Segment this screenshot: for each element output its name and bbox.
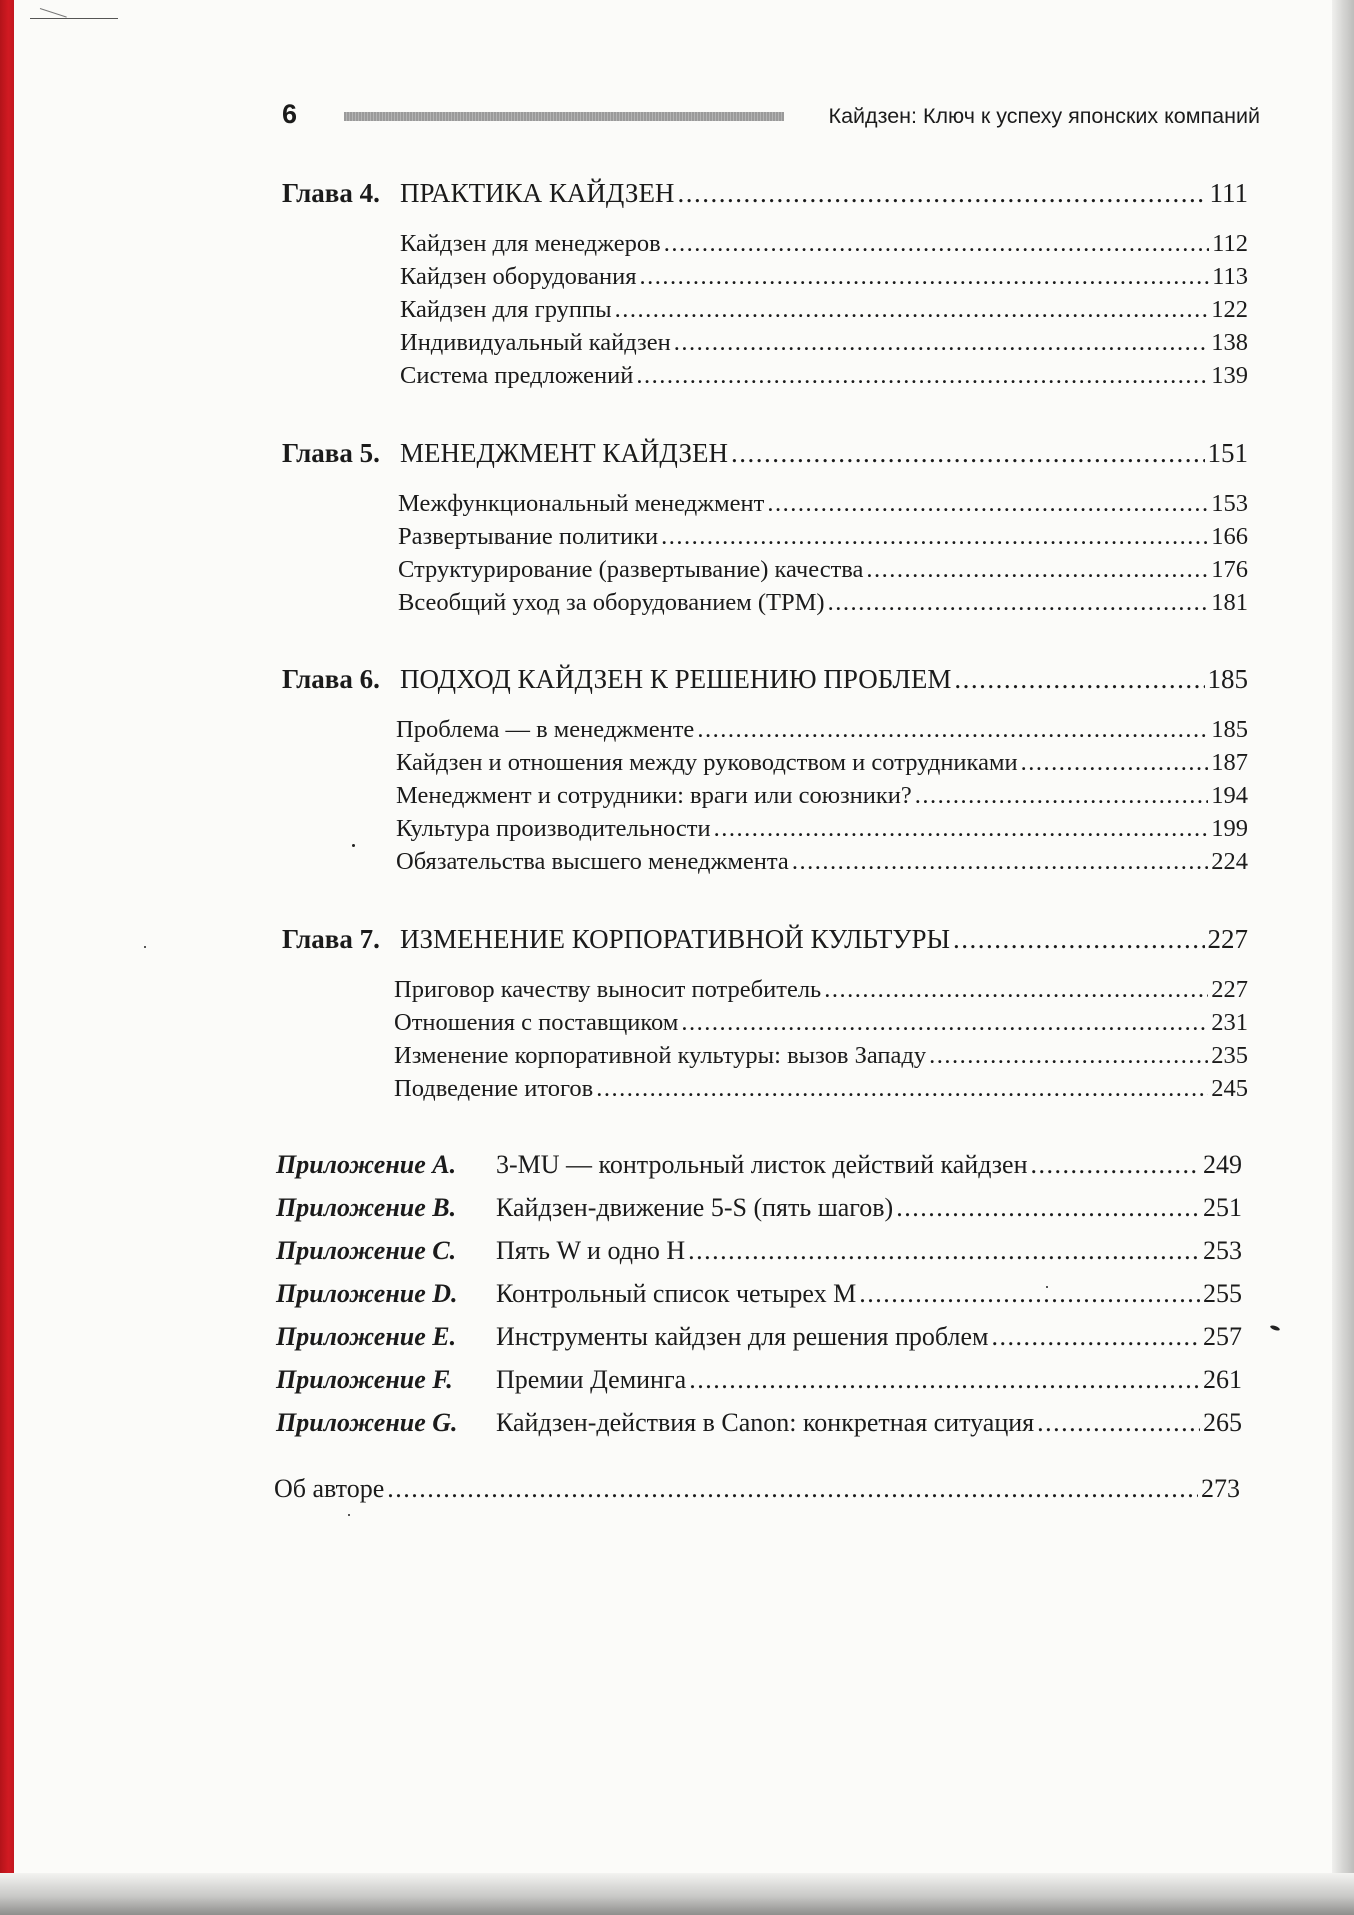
section-title: Развертывание политики	[398, 523, 659, 550]
scan-shadow-right	[1332, 0, 1354, 1915]
chapter-title: МЕНЕДЖМЕНТ КАЙДЗЕН	[400, 438, 728, 468]
section-page: 181	[1211, 589, 1248, 616]
red-cover-edge	[0, 0, 14, 1915]
toc-section	[398, 490, 1248, 518]
appendix-title: Кайдзен-движение 5-S (пять шагов)	[496, 1193, 894, 1222]
section-page: 224	[1211, 848, 1248, 875]
toc-section	[400, 362, 1248, 390]
scan-speck	[1270, 1324, 1281, 1331]
dot-leader	[731, 438, 1205, 469]
appendix-title: Пять W и одно H	[496, 1236, 686, 1265]
section-page: 199	[1211, 815, 1248, 842]
toc-section	[400, 263, 1248, 291]
section-title: Отношения с поставщиком	[394, 1009, 679, 1036]
dot-leader	[1030, 1150, 1200, 1180]
toc-appendix	[276, 1193, 1242, 1223]
dot-leader	[639, 263, 1209, 291]
toc-section	[394, 1042, 1248, 1070]
section-page: 231	[1211, 1009, 1248, 1036]
dot-leader	[991, 1322, 1200, 1352]
toc-section	[398, 556, 1248, 584]
appendix-label: Приложение C.	[276, 1236, 457, 1265]
chapter-label: Глава 6.	[282, 664, 380, 694]
dot-leader	[674, 329, 1209, 357]
section-title: Кайдзен для менеджеров	[400, 230, 661, 257]
appendix-page: 265	[1203, 1408, 1242, 1437]
toc-appendix	[276, 1322, 1242, 1352]
section-page: 166	[1211, 523, 1248, 550]
section-title: Обязательства высшего менеджмента	[396, 848, 789, 875]
section-title: Менеджмент и сотрудники: враги или союзники?	[396, 782, 912, 809]
toc-chapter	[282, 924, 1248, 955]
section-page: 187	[1211, 749, 1248, 776]
dot-leader	[859, 1279, 1200, 1309]
appendix-page: 251	[1203, 1193, 1242, 1222]
toc-appendix	[276, 1279, 1242, 1309]
scan-speck	[348, 1514, 350, 1516]
dot-leader	[636, 362, 1208, 390]
dot-leader	[828, 589, 1209, 617]
chapter-title: ПОДХОД КАЙДЗЕН К РЕШЕНИЮ ПРОБЛЕМ	[400, 664, 952, 694]
section-title: Кайдзен для группы	[400, 296, 612, 323]
dot-leader	[689, 1365, 1200, 1395]
dot-leader	[866, 556, 1208, 584]
section-title: Проблема — в менеджменте	[396, 716, 695, 743]
section-title: Структурирование (развертывание) качества	[398, 556, 864, 583]
section-title: Межфункциональный менеджмент	[398, 490, 765, 517]
dot-leader	[387, 1474, 1198, 1504]
section-page: 138	[1211, 329, 1248, 356]
toc-appendix	[276, 1365, 1242, 1395]
toc-chapter	[282, 438, 1248, 469]
dot-leader	[953, 924, 1204, 955]
section-title: Кайдзен и отношения между руководством и сотрудниками	[396, 749, 1018, 776]
appendix-label: Приложение A.	[276, 1150, 457, 1179]
toc-section	[396, 749, 1248, 777]
section-page: 139	[1211, 362, 1248, 389]
dot-leader	[596, 1075, 1208, 1103]
section-page: 227	[1211, 976, 1248, 1003]
appendix-title: Инструменты кайдзен для решения проблем	[496, 1322, 989, 1351]
toc-chapter	[282, 178, 1248, 209]
toc-appendix	[276, 1408, 1242, 1438]
about-title: Об авторе	[274, 1474, 385, 1503]
corner-mark	[30, 18, 118, 19]
dot-leader	[824, 976, 1208, 1004]
appendix-label: Приложение D.	[276, 1279, 458, 1308]
toc-section	[396, 848, 1248, 876]
section-page: 122	[1211, 296, 1248, 323]
toc-appendix	[276, 1150, 1242, 1180]
toc-about-author	[274, 1474, 1240, 1504]
toc-section	[396, 716, 1248, 744]
section-page: 245	[1211, 1075, 1248, 1102]
corner-mark	[40, 8, 67, 18]
appendix-label: Приложение B.	[276, 1193, 457, 1222]
appendix-page: 249	[1203, 1150, 1242, 1179]
section-title: Всеобщий уход за оборудованием (TPM)	[398, 589, 825, 616]
dot-leader	[1037, 1408, 1200, 1438]
appendix-label: Приложение G.	[276, 1408, 458, 1437]
toc-section	[394, 1075, 1248, 1103]
about-page: 273	[1201, 1474, 1240, 1503]
section-title: Индивидуальный кайдзен	[400, 329, 671, 356]
section-page: 153	[1211, 490, 1248, 517]
section-page: 113	[1212, 263, 1248, 290]
dot-leader	[661, 523, 1208, 551]
scan-shadow-bottom	[0, 1873, 1354, 1915]
chapter-page: 227	[1207, 924, 1248, 954]
dot-leader	[896, 1193, 1200, 1223]
dot-leader	[688, 1236, 1200, 1266]
section-title: Система предложений	[400, 362, 634, 389]
section-title: Подведение итогов	[394, 1075, 594, 1102]
dot-leader	[697, 716, 1208, 744]
dot-leader	[767, 490, 1208, 518]
chapter-title: ИЗМЕНЕНИЕ КОРПОРАТИВНОЙ КУЛЬТУРЫ	[400, 924, 951, 954]
book-title: Кайдзен: Ключ к успеху японских компаний	[828, 104, 1260, 128]
dot-leader	[615, 296, 1209, 324]
page-number: 6	[282, 99, 298, 129]
dot-leader	[681, 1009, 1208, 1037]
section-page: 235	[1211, 1042, 1248, 1069]
appendix-title: 3-MU — контрольный листок действий кайдзен	[496, 1150, 1028, 1179]
section-title: Культура производительности	[396, 815, 711, 842]
appendix-title: Контрольный список четырех M	[496, 1279, 857, 1308]
section-page: 185	[1211, 716, 1248, 743]
dot-leader	[929, 1042, 1208, 1070]
toc-section	[400, 296, 1248, 324]
section-page: 194	[1211, 782, 1248, 809]
appendix-page: 253	[1203, 1236, 1242, 1265]
chapter-page: 185	[1207, 664, 1248, 694]
dot-leader	[664, 230, 1209, 258]
running-head	[282, 98, 1260, 138]
section-page: 176	[1211, 556, 1248, 583]
appendix-page: 261	[1203, 1365, 1242, 1394]
section-title: Кайдзен оборудования	[400, 263, 637, 290]
appendix-title: Премии Деминга	[496, 1365, 687, 1394]
scan-speck	[144, 946, 146, 948]
appendix-label: Приложение F.	[276, 1365, 453, 1394]
toc-section	[394, 1009, 1248, 1037]
section-title: Изменение корпоративной культуры: вызов Западу	[394, 1042, 927, 1069]
toc-appendix	[276, 1236, 1242, 1266]
appendix-label: Приложение E.	[276, 1322, 457, 1351]
section-page: 112	[1212, 230, 1248, 257]
toc-section	[398, 523, 1248, 551]
toc-section	[396, 815, 1248, 843]
chapter-label: Глава 5.	[282, 438, 380, 468]
appendix-page: 257	[1203, 1322, 1242, 1351]
dot-leader	[1021, 749, 1209, 777]
scan-speck	[352, 844, 355, 847]
toc-section	[396, 782, 1248, 810]
section-title: Приговор качеству выносит потребитель	[394, 976, 822, 1003]
chapter-label: Глава 7.	[282, 924, 380, 954]
dot-leader	[792, 848, 1208, 876]
appendix-title: Кайдзен-действия в Canon: конкретная ситуация	[496, 1408, 1035, 1437]
appendix-page: 255	[1203, 1279, 1242, 1308]
toc-section	[394, 976, 1248, 1004]
header-rule	[344, 112, 784, 121]
chapter-title: ПРАКТИКА КАЙДЗЕН	[400, 178, 675, 208]
dot-leader	[714, 815, 1209, 843]
chapter-label: Глава 4.	[282, 178, 380, 208]
chapter-page: 111	[1209, 178, 1248, 208]
toc-section	[400, 329, 1248, 357]
chapter-page: 151	[1207, 438, 1248, 468]
toc-chapter	[282, 664, 1248, 695]
dot-leader	[677, 178, 1206, 209]
dot-leader	[915, 782, 1208, 810]
dot-leader	[954, 664, 1204, 695]
toc-section	[400, 230, 1248, 258]
toc-section	[398, 589, 1248, 617]
